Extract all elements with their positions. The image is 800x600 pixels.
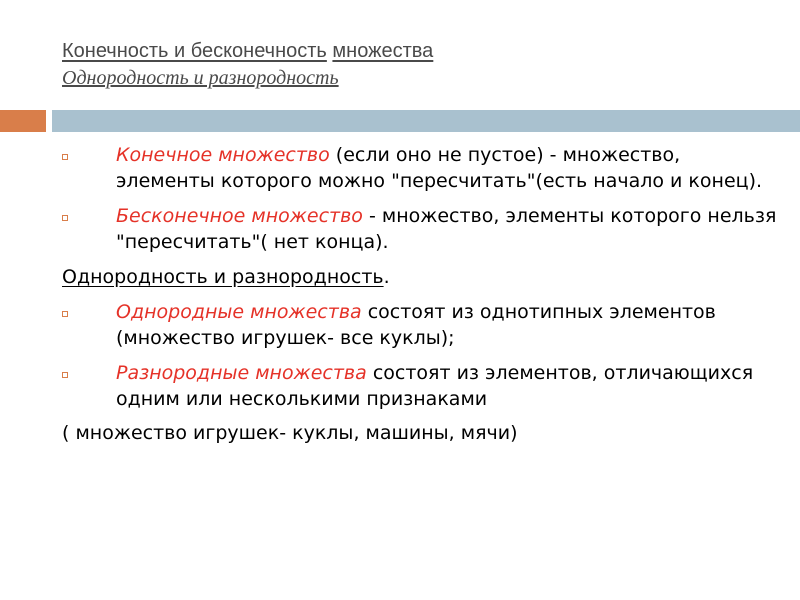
term: Бесконечное множество (116, 205, 363, 227)
square-bullet-icon (62, 154, 68, 160)
title-part-2: множества (332, 40, 434, 62)
header-band (52, 110, 800, 132)
subtitle: Однородность и разнородность (62, 67, 339, 89)
square-bullet-icon (62, 372, 68, 378)
slide-content (62, 142, 777, 455)
footer-line: ( множество игрушек- куклы, машины, мячи) (62, 422, 518, 444)
section-heading (62, 264, 777, 290)
term: Конечное множество (116, 144, 330, 166)
square-bullet-icon (62, 311, 68, 317)
slide-title (62, 38, 762, 92)
list-item (62, 299, 777, 351)
accent-band (0, 110, 46, 132)
title-part-1: Конечность и бесконечность (62, 40, 327, 62)
definition: состоят из элементов, отличающихся одним или несколькими признаками (116, 362, 754, 410)
list-item (62, 203, 777, 255)
definition: (если оно не пустое) - множество, элементы которого можно "пересчитать"(есть начало и конец). (116, 144, 763, 192)
definition: - множество, элементы которого нельзя "пересчитать"( нет конца). (116, 205, 777, 253)
list-item (62, 360, 777, 412)
term: Однородные множества (116, 301, 362, 323)
term: Разнородные множества (116, 362, 367, 384)
list-item (62, 142, 777, 194)
section-heading-text: Однородность и разнородность (62, 266, 384, 288)
definition: состоят из однотипных элементов (множество игрушек- все куклы); (116, 301, 716, 349)
square-bullet-icon (62, 215, 68, 221)
section-heading-tail: . (383, 266, 390, 288)
title-line (62, 38, 762, 64)
